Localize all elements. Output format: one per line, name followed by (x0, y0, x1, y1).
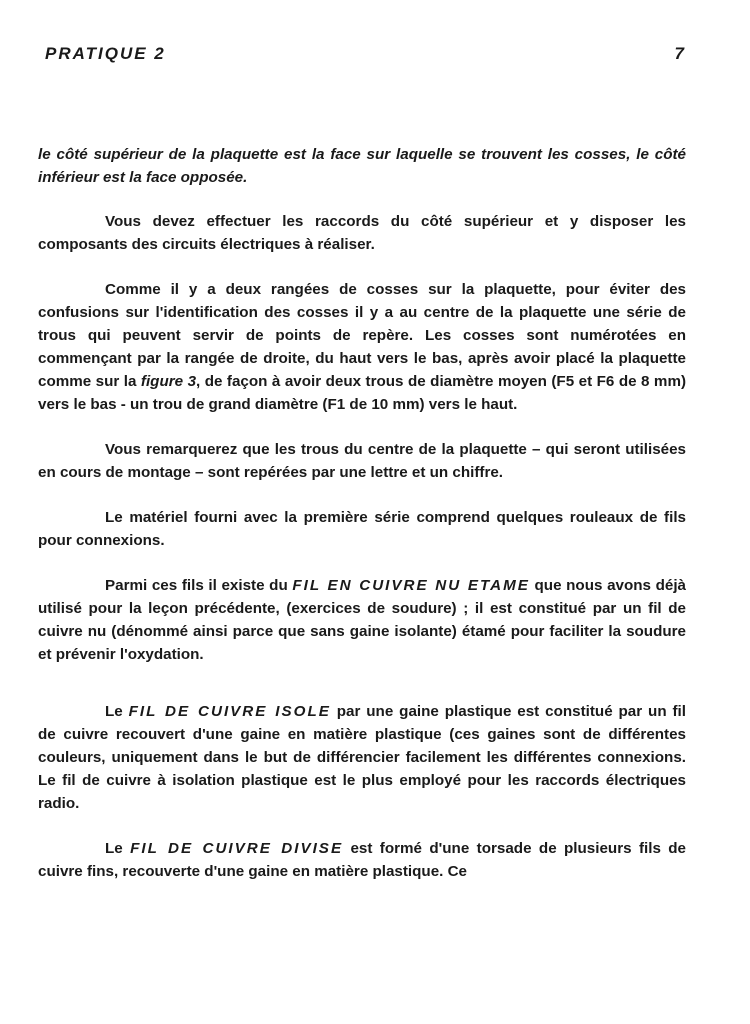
paragraph-8-text-b: est formé d'une torsade de plusieurs fils de cuivre fins, recouverte d'une gaine en matière plastique. Ce (38, 840, 686, 880)
paragraph-5: Le matériel fourni avec la première série comprend quelques rouleaux de fils pour connexions. (38, 509, 686, 549)
running-header: PRATIQUE 2 (45, 44, 166, 63)
paragraph-3-text-b: , de façon à avoir deux trous de diamètre moyen (F5 et F6 de 8 mm) vers le bas - un trou de grand diamètre (F1 de 10 mm) vers le haut. (38, 373, 687, 413)
paragraph-6 (38, 574, 686, 666)
term-fil-cuivre-divise: FIL DE CUIVRE DIVISE (130, 840, 344, 857)
term-fil-cuivre-isole: FIL DE CUIVRE ISOLE (128, 703, 331, 720)
paragraph-6-text-a: Parmi ces fils il existe du (105, 577, 293, 594)
term-fil-cuivre-nu-etame: FIL EN CUIVRE NU ETAME (292, 577, 530, 594)
paragraph-8 (38, 837, 686, 883)
paragraph-6-text-b: que nous avons déjà utilisé pour la leçon précédente, (exercices de soudure) ; il est constitué par un fil de cuivre nu (dénommé ainsi parce que sans gaine isolante) étamé pour faciliter la soudure et prévenir l'oxydation. (38, 577, 686, 663)
paragraph-7-text-a: Le (105, 703, 129, 720)
paragraph-2: Vous devez effectuer les raccords du côté supérieur et y disposer les composants des circuits électriques à réaliser. (38, 213, 686, 253)
body-text (38, 143, 686, 905)
paragraph-1 (38, 143, 686, 189)
page-number: 7 (674, 44, 684, 63)
paragraph-3-text-a: Comme il y a deux rangées de cosses sur la plaquette, pour éviter des confusions sur l'identification des cosses il y a au centre de la plaquette une série de trous qui peuvent servir de points de repère. Les cosses sont numérotées en commençant par la rangée de droite, du haut vers le bas, après avoir placé la plaquette comme sur la (38, 281, 686, 390)
paragraph-7-text-b: par une gaine plastique est constitué par un fil de cuivre recouvert d'une gaine en matière plastique (ces gaines sont de différentes couleurs, uniquement dans le but de différencier facilement les différentes connexions. Le fil de cuivre à isolation plastique est le plus employé pour les raccords électriques radio. (38, 703, 686, 812)
paragraph-8-text-a: Le (105, 840, 131, 857)
paragraph-7 (38, 700, 686, 815)
paragraph-3 (38, 278, 686, 416)
paragraph-4: Vous remarquerez que les trous du centre de la plaquette – qui seront utilisées en cours de montage – sont repérées par une lettre et un chiffre. (38, 441, 686, 481)
paragraph-1-text: le côté supérieur de la plaquette est la face sur laquelle se trouvent les cosses, le côté inférieur est la face opposée. (38, 146, 686, 186)
figure-reference: figure 3 (140, 373, 197, 390)
